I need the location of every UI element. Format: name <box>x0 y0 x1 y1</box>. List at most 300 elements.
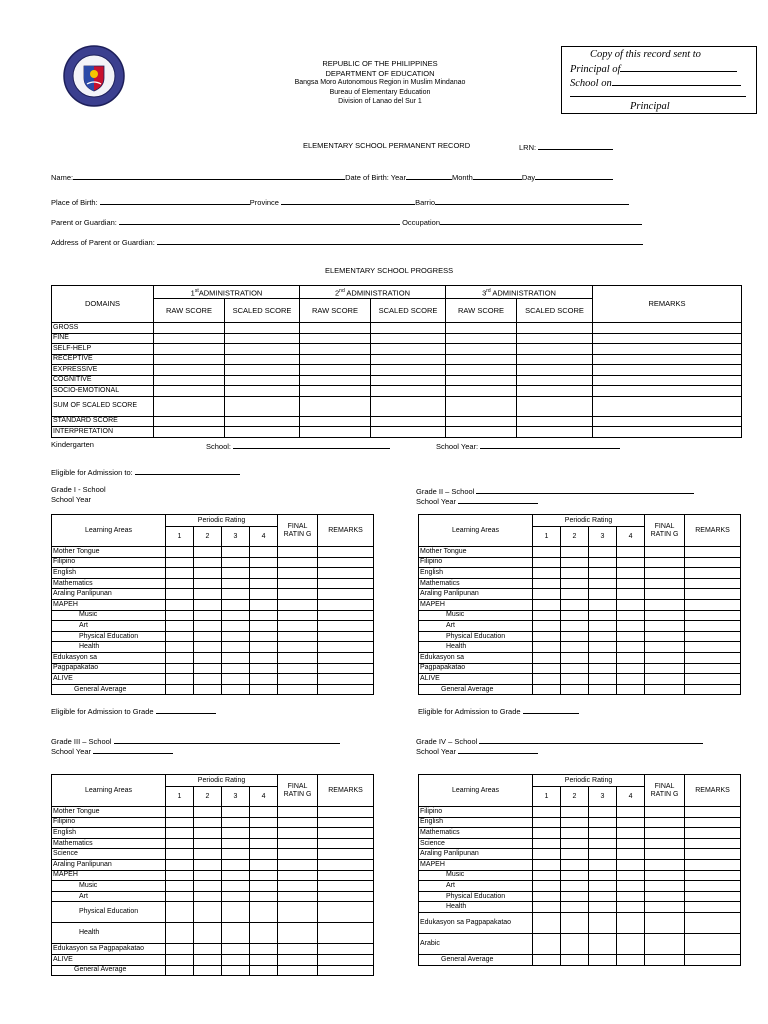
grade-cell[interactable] <box>589 828 617 839</box>
grade-cell[interactable] <box>250 684 278 695</box>
grade-cell[interactable] <box>222 870 250 881</box>
grade-cell[interactable] <box>194 817 222 828</box>
grade2-school-field[interactable] <box>476 485 694 494</box>
kinder-school-year-field[interactable] <box>480 440 620 449</box>
grade-cell[interactable] <box>533 891 561 902</box>
grade-cell[interactable] <box>685 652 741 663</box>
grade-cell[interactable] <box>318 599 374 610</box>
grade-cell[interactable] <box>278 684 318 695</box>
score-cell[interactable] <box>154 365 225 376</box>
score-cell[interactable] <box>371 333 446 344</box>
grade-cell[interactable] <box>645 817 685 828</box>
score-cell[interactable] <box>517 386 593 397</box>
grade-cell[interactable] <box>589 599 617 610</box>
grade-cell[interactable] <box>166 891 194 902</box>
score-cell[interactable] <box>446 323 517 334</box>
grade-cell[interactable] <box>166 944 194 955</box>
grade-cell[interactable] <box>685 610 741 621</box>
grade-cell[interactable] <box>589 817 617 828</box>
grade-cell[interactable] <box>278 568 318 579</box>
grade-cell[interactable] <box>278 631 318 642</box>
grade-cell[interactable] <box>194 881 222 892</box>
grade-cell[interactable] <box>645 578 685 589</box>
grade-cell[interactable] <box>645 954 685 965</box>
score-cell[interactable] <box>154 375 225 386</box>
grade-cell[interactable] <box>617 881 645 892</box>
grade-cell[interactable] <box>645 674 685 685</box>
grade-cell[interactable] <box>589 902 617 913</box>
grade-cell[interactable] <box>589 652 617 663</box>
grade-cell[interactable] <box>194 902 222 923</box>
grade-cell[interactable] <box>222 849 250 860</box>
grade-cell[interactable] <box>250 621 278 632</box>
grade-cell[interactable] <box>250 557 278 568</box>
score-cell[interactable] <box>517 323 593 334</box>
grade-cell[interactable] <box>645 684 685 695</box>
score-cell[interactable] <box>517 354 593 365</box>
grade-cell[interactable] <box>166 578 194 589</box>
grade-cell[interactable] <box>617 557 645 568</box>
grade-cell[interactable] <box>533 621 561 632</box>
grade-cell[interactable] <box>166 965 194 976</box>
grade-cell[interactable] <box>533 642 561 653</box>
grade-cell[interactable] <box>645 589 685 600</box>
score-cell[interactable] <box>300 344 371 355</box>
grade-cell[interactable] <box>278 923 318 944</box>
grade-cell[interactable] <box>645 912 685 933</box>
score-cell[interactable] <box>593 344 742 355</box>
grade-cell[interactable] <box>561 652 589 663</box>
grade-cell[interactable] <box>194 652 222 663</box>
name-field[interactable] <box>73 171 345 180</box>
grade-cell[interactable] <box>222 838 250 849</box>
grade-cell[interactable] <box>250 817 278 828</box>
dob-day-field[interactable] <box>535 171 613 180</box>
grade-cell[interactable] <box>222 923 250 944</box>
grade-cell[interactable] <box>685 870 741 881</box>
grade-cell[interactable] <box>561 912 589 933</box>
grade-cell[interactable] <box>278 578 318 589</box>
grade-cell[interactable] <box>645 870 685 881</box>
grade-cell[interactable] <box>617 599 645 610</box>
grade-cell[interactable] <box>617 807 645 818</box>
grade-cell[interactable] <box>318 610 374 621</box>
grade-cell[interactable] <box>533 954 561 965</box>
grade-cell[interactable] <box>561 807 589 818</box>
grade-cell[interactable] <box>561 631 589 642</box>
grade-cell[interactable] <box>194 870 222 881</box>
grade-cell[interactable] <box>278 838 318 849</box>
grade-cell[interactable] <box>166 849 194 860</box>
grade-cell[interactable] <box>194 631 222 642</box>
score-cell[interactable] <box>446 375 517 386</box>
grade-cell[interactable] <box>222 599 250 610</box>
grade-cell[interactable] <box>645 631 685 642</box>
province-field[interactable] <box>281 196 415 205</box>
dob-year-field[interactable] <box>406 171 452 180</box>
grade-cell[interactable] <box>166 621 194 632</box>
grade-cell[interactable] <box>533 578 561 589</box>
grade-cell[interactable] <box>533 557 561 568</box>
score-cell[interactable] <box>154 333 225 344</box>
grade-cell[interactable] <box>318 891 374 902</box>
grade-cell[interactable] <box>166 807 194 818</box>
grade2-year-field[interactable] <box>458 495 538 504</box>
grade-cell[interactable] <box>318 684 374 695</box>
score-cell[interactable] <box>371 375 446 386</box>
grade-cell[interactable] <box>222 684 250 695</box>
grade-cell[interactable] <box>194 828 222 839</box>
grade-cell[interactable] <box>194 954 222 965</box>
grade-cell[interactable] <box>278 652 318 663</box>
grade-cell[interactable] <box>318 954 374 965</box>
score-cell[interactable] <box>446 344 517 355</box>
score-cell[interactable] <box>300 333 371 344</box>
principal-of-line[interactable] <box>620 63 737 72</box>
score-cell[interactable] <box>593 427 742 438</box>
score-cell[interactable] <box>517 427 593 438</box>
grade-cell[interactable] <box>194 578 222 589</box>
grade-cell[interactable] <box>617 652 645 663</box>
grade-cell[interactable] <box>645 933 685 954</box>
grade4-school-field[interactable] <box>479 735 703 744</box>
score-cell[interactable] <box>154 344 225 355</box>
grade1-eligible-field[interactable] <box>156 705 216 714</box>
score-cell[interactable] <box>593 365 742 376</box>
score-cell[interactable] <box>300 323 371 334</box>
grade-cell[interactable] <box>645 881 685 892</box>
grade-cell[interactable] <box>645 807 685 818</box>
eligible-admission-field[interactable] <box>135 466 240 475</box>
grade-cell[interactable] <box>561 933 589 954</box>
grade-cell[interactable] <box>318 870 374 881</box>
grade-cell[interactable] <box>278 944 318 955</box>
grade-cell[interactable] <box>685 663 741 674</box>
grade-cell[interactable] <box>533 631 561 642</box>
grade-cell[interactable] <box>617 631 645 642</box>
grade-cell[interactable] <box>561 547 589 558</box>
grade-cell[interactable] <box>589 674 617 685</box>
score-cell[interactable] <box>593 396 742 416</box>
grade-cell[interactable] <box>166 684 194 695</box>
score-cell[interactable] <box>446 333 517 344</box>
grade-cell[interactable] <box>589 838 617 849</box>
grade-cell[interactable] <box>533 817 561 828</box>
grade-cell[interactable] <box>645 610 685 621</box>
grade-cell[interactable] <box>533 599 561 610</box>
address-field[interactable] <box>157 236 643 245</box>
grade-cell[interactable] <box>589 859 617 870</box>
grade-cell[interactable] <box>685 568 741 579</box>
grade-cell[interactable] <box>561 849 589 860</box>
grade-cell[interactable] <box>278 870 318 881</box>
grade-cell[interactable] <box>589 642 617 653</box>
grade-cell[interactable] <box>561 663 589 674</box>
score-cell[interactable] <box>446 386 517 397</box>
grade-cell[interactable] <box>166 817 194 828</box>
grade-cell[interactable] <box>685 599 741 610</box>
grade-cell[interactable] <box>222 965 250 976</box>
grade-cell[interactable] <box>222 557 250 568</box>
grade-cell[interactable] <box>589 589 617 600</box>
grade-cell[interactable] <box>318 817 374 828</box>
grade-cell[interactable] <box>166 610 194 621</box>
barrio-field[interactable] <box>435 196 629 205</box>
grade-cell[interactable] <box>561 557 589 568</box>
grade-cell[interactable] <box>250 642 278 653</box>
grade-cell[interactable] <box>617 684 645 695</box>
grade-cell[interactable] <box>278 674 318 685</box>
score-cell[interactable] <box>446 365 517 376</box>
grade-cell[interactable] <box>318 568 374 579</box>
lrn-field[interactable] <box>538 141 613 150</box>
grade-cell[interactable] <box>222 881 250 892</box>
grade-cell[interactable] <box>166 568 194 579</box>
score-cell[interactable] <box>300 396 371 416</box>
score-cell[interactable] <box>371 386 446 397</box>
grade-cell[interactable] <box>222 621 250 632</box>
grade-cell[interactable] <box>561 642 589 653</box>
grade-cell[interactable] <box>533 849 561 860</box>
grade-cell[interactable] <box>278 663 318 674</box>
grade-cell[interactable] <box>589 610 617 621</box>
grade-cell[interactable] <box>561 891 589 902</box>
grade-cell[interactable] <box>533 652 561 663</box>
grade-cell[interactable] <box>222 589 250 600</box>
grade-cell[interactable] <box>222 954 250 965</box>
school-on-line[interactable] <box>612 77 741 86</box>
grade-cell[interactable] <box>685 557 741 568</box>
grade-cell[interactable] <box>222 828 250 839</box>
grade-cell[interactable] <box>194 642 222 653</box>
score-cell[interactable] <box>225 323 300 334</box>
grade-cell[interactable] <box>685 902 741 913</box>
score-cell[interactable] <box>446 416 517 427</box>
grade-cell[interactable] <box>533 838 561 849</box>
grade-cell[interactable] <box>617 663 645 674</box>
grade-cell[interactable] <box>589 578 617 589</box>
grade-cell[interactable] <box>278 599 318 610</box>
grade-cell[interactable] <box>278 891 318 902</box>
grade-cell[interactable] <box>166 642 194 653</box>
grade-cell[interactable] <box>533 547 561 558</box>
grade-cell[interactable] <box>318 849 374 860</box>
grade-cell[interactable] <box>278 807 318 818</box>
grade-cell[interactable] <box>645 828 685 839</box>
grade-cell[interactable] <box>194 621 222 632</box>
grade-cell[interactable] <box>645 557 685 568</box>
grade-cell[interactable] <box>250 807 278 818</box>
grade-cell[interactable] <box>685 849 741 860</box>
grade-cell[interactable] <box>589 663 617 674</box>
grade-cell[interactable] <box>533 933 561 954</box>
grade3-school-field[interactable] <box>114 735 340 744</box>
grade-cell[interactable] <box>166 599 194 610</box>
grade-cell[interactable] <box>533 902 561 913</box>
score-cell[interactable] <box>300 386 371 397</box>
grade-cell[interactable] <box>533 870 561 881</box>
grade-cell[interactable] <box>561 902 589 913</box>
grade-cell[interactable] <box>250 838 278 849</box>
grade-cell[interactable] <box>561 828 589 839</box>
grade-cell[interactable] <box>589 684 617 695</box>
grade-cell[interactable] <box>685 631 741 642</box>
grade-cell[interactable] <box>685 912 741 933</box>
grade-cell[interactable] <box>194 557 222 568</box>
grade-cell[interactable] <box>617 547 645 558</box>
grade-cell[interactable] <box>222 944 250 955</box>
score-cell[interactable] <box>446 396 517 416</box>
grade-cell[interactable] <box>561 881 589 892</box>
grade-cell[interactable] <box>589 912 617 933</box>
grade-cell[interactable] <box>222 663 250 674</box>
grade-cell[interactable] <box>589 631 617 642</box>
score-cell[interactable] <box>154 416 225 427</box>
score-cell[interactable] <box>225 416 300 427</box>
grade-cell[interactable] <box>318 642 374 653</box>
grade-cell[interactable] <box>194 547 222 558</box>
score-cell[interactable] <box>300 375 371 386</box>
score-cell[interactable] <box>225 375 300 386</box>
grade-cell[interactable] <box>278 557 318 568</box>
grade-cell[interactable] <box>166 557 194 568</box>
grade-cell[interactable] <box>166 859 194 870</box>
grade-cell[interactable] <box>278 589 318 600</box>
grade-cell[interactable] <box>318 965 374 976</box>
grade-cell[interactable] <box>318 923 374 944</box>
grade-cell[interactable] <box>561 610 589 621</box>
grade-cell[interactable] <box>685 547 741 558</box>
grade-cell[interactable] <box>318 881 374 892</box>
score-cell[interactable] <box>300 416 371 427</box>
grade-cell[interactable] <box>318 902 374 923</box>
grade-cell[interactable] <box>250 599 278 610</box>
grade-cell[interactable] <box>685 859 741 870</box>
grade-cell[interactable] <box>589 621 617 632</box>
grade-cell[interactable] <box>194 568 222 579</box>
grade-cell[interactable] <box>278 954 318 965</box>
score-cell[interactable] <box>371 396 446 416</box>
grade-cell[interactable] <box>589 870 617 881</box>
score-cell[interactable] <box>154 396 225 416</box>
grade-cell[interactable] <box>533 881 561 892</box>
score-cell[interactable] <box>371 427 446 438</box>
score-cell[interactable] <box>300 427 371 438</box>
grade-cell[interactable] <box>278 849 318 860</box>
grade-cell[interactable] <box>589 954 617 965</box>
grade3-year-field[interactable] <box>93 745 173 754</box>
grade-cell[interactable] <box>561 621 589 632</box>
grade-cell[interactable] <box>194 807 222 818</box>
grade-cell[interactable] <box>250 954 278 965</box>
grade-cell[interactable] <box>645 642 685 653</box>
grade-cell[interactable] <box>318 828 374 839</box>
grade-cell[interactable] <box>222 631 250 642</box>
grade-cell[interactable] <box>166 923 194 944</box>
grade-cell[interactable] <box>194 923 222 944</box>
grade-cell[interactable] <box>645 902 685 913</box>
grade-cell[interactable] <box>589 881 617 892</box>
grade-cell[interactable] <box>166 631 194 642</box>
grade-cell[interactable] <box>250 578 278 589</box>
grade-cell[interactable] <box>617 849 645 860</box>
grade-cell[interactable] <box>278 859 318 870</box>
grade-cell[interactable] <box>166 652 194 663</box>
grade-cell[interactable] <box>318 547 374 558</box>
score-cell[interactable] <box>154 427 225 438</box>
score-cell[interactable] <box>300 365 371 376</box>
grade-cell[interactable] <box>250 652 278 663</box>
score-cell[interactable] <box>225 354 300 365</box>
grade-cell[interactable] <box>250 610 278 621</box>
occupation-field[interactable] <box>440 216 642 225</box>
grade-cell[interactable] <box>278 610 318 621</box>
grade-cell[interactable] <box>561 870 589 881</box>
grade-cell[interactable] <box>685 642 741 653</box>
grade-cell[interactable] <box>533 610 561 621</box>
grade-cell[interactable] <box>617 838 645 849</box>
grade-cell[interactable] <box>561 674 589 685</box>
grade-cell[interactable] <box>685 807 741 818</box>
score-cell[interactable] <box>593 323 742 334</box>
grade-cell[interactable] <box>194 891 222 902</box>
grade-cell[interactable] <box>318 663 374 674</box>
grade-cell[interactable] <box>250 663 278 674</box>
score-cell[interactable] <box>517 365 593 376</box>
score-cell[interactable] <box>517 416 593 427</box>
grade-cell[interactable] <box>318 859 374 870</box>
grade-cell[interactable] <box>617 828 645 839</box>
grade-cell[interactable] <box>685 589 741 600</box>
score-cell[interactable] <box>225 427 300 438</box>
grade-cell[interactable] <box>278 881 318 892</box>
grade-cell[interactable] <box>318 621 374 632</box>
grade-cell[interactable] <box>533 859 561 870</box>
grade-cell[interactable] <box>645 663 685 674</box>
score-cell[interactable] <box>225 333 300 344</box>
grade-cell[interactable] <box>589 807 617 818</box>
grade-cell[interactable] <box>250 965 278 976</box>
grade-cell[interactable] <box>194 599 222 610</box>
score-cell[interactable] <box>593 386 742 397</box>
place-of-birth-field[interactable] <box>100 196 250 205</box>
grade-cell[interactable] <box>278 828 318 839</box>
grade-cell[interactable] <box>250 944 278 955</box>
grade-cell[interactable] <box>617 642 645 653</box>
grade-cell[interactable] <box>685 838 741 849</box>
score-cell[interactable] <box>593 375 742 386</box>
grade-cell[interactable] <box>617 902 645 913</box>
grade-cell[interactable] <box>166 589 194 600</box>
grade-cell[interactable] <box>561 684 589 695</box>
grade-cell[interactable] <box>222 859 250 870</box>
score-cell[interactable] <box>154 323 225 334</box>
grade-cell[interactable] <box>617 954 645 965</box>
grade-cell[interactable] <box>278 642 318 653</box>
grade-cell[interactable] <box>561 817 589 828</box>
grade-cell[interactable] <box>250 828 278 839</box>
grade-cell[interactable] <box>645 891 685 902</box>
score-cell[interactable] <box>225 365 300 376</box>
grade-cell[interactable] <box>617 589 645 600</box>
grade-cell[interactable] <box>617 912 645 933</box>
grade-cell[interactable] <box>617 568 645 579</box>
grade-cell[interactable] <box>685 891 741 902</box>
grade-cell[interactable] <box>166 674 194 685</box>
grade-cell[interactable] <box>250 891 278 902</box>
grade-cell[interactable] <box>222 902 250 923</box>
parent-field[interactable] <box>119 216 400 225</box>
